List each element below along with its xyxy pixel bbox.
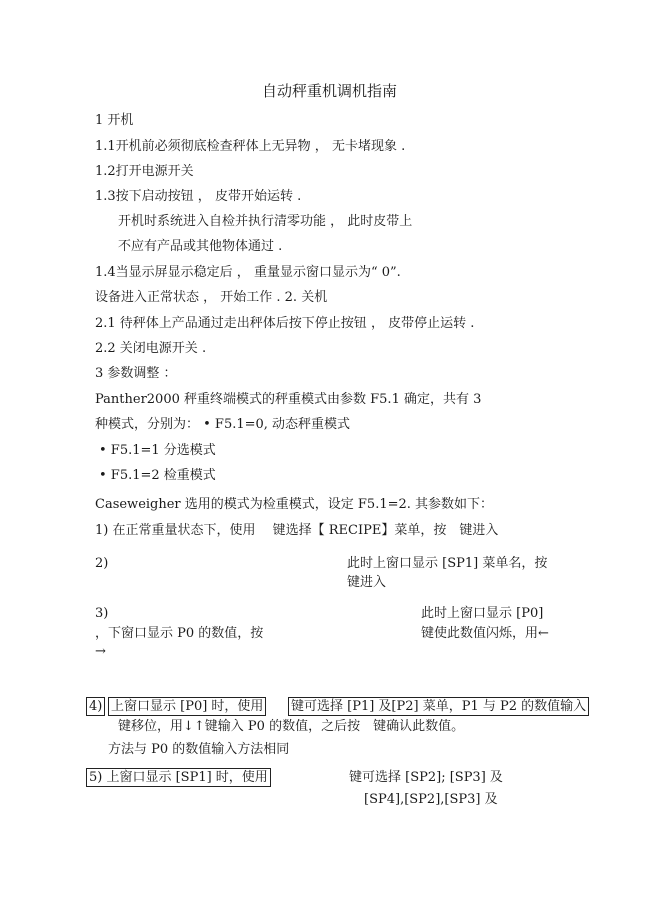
- paragraph-line: 种模式，分别为： • F5.1=0, 动态秤重模式: [95, 417, 351, 432]
- paragraph-line: 2.2 关闭电源开关 .: [95, 341, 207, 356]
- page-title: 自动秤重机调机指南: [262, 82, 398, 100]
- step-5-text-right: 键可选择 [SP2]; [SP3] 及: [349, 770, 503, 785]
- paragraph-line: 1.3按下启动按钮 ， 皮带开始运转 .: [95, 189, 302, 204]
- paragraph-line: Caseweigher 选用的模式为检重模式，设定 F5.1=2. 其参数如下：: [95, 497, 494, 512]
- step-5-cont: [SP4],[SP2],[SP3] 及: [364, 792, 498, 807]
- paragraph-line: 不应有产品或其他物体通过 .: [118, 239, 283, 254]
- step-4-text-boxed-right: 键可选择 [P1] 及[P2] 菜单，P1 与 P2 的数值输入: [288, 697, 589, 716]
- paragraph-line: 开机时系统进入自检并执行清零功能 ， 此时皮带上: [118, 214, 413, 229]
- step-3-text-right: 此时上窗口显示 [P0]: [421, 606, 544, 621]
- step-2-number: 2): [95, 556, 109, 571]
- paragraph-line: 1.1开机前必须彻底检查秤体上无异物 ， 无卡堵现象 .: [95, 139, 406, 154]
- step-1: 1) 在正常重量状态下，使用 键选择【 RECIPE】菜单，按 键进入: [95, 523, 499, 538]
- paragraph-line: 1.4当显示屏显示稳定后 ， 重量显示窗口显示为“ 0”.: [95, 265, 401, 280]
- step-4-cont: 键移位，用↓↑键输入 P0 的数值，之后按 键确认此数值。: [118, 719, 465, 734]
- list-item: • F5.1=1 分选模式: [99, 443, 216, 458]
- step-5-text-boxed: 5) 上窗口显示 [SP1] 时，使用: [86, 768, 271, 787]
- paragraph-line: Panther2000 秤重终端模式的秤重模式由参数 F5.1 确定，共有 3: [95, 392, 482, 407]
- paragraph-line: 2.1 待秤体上产品通过走出秤体后按下停止按钮 ， 皮带停止运转 .: [95, 316, 475, 331]
- step-3-number: 3): [95, 606, 109, 621]
- step-4-text-boxed: 上窗口显示 [P0] 时，使用: [108, 697, 266, 716]
- list-item: • F5.1=2 检重模式: [99, 468, 216, 483]
- paragraph-line: 设备进入正常状态 ， 开始工作 . 2. 关机: [95, 290, 328, 305]
- step-4-number: 4): [86, 697, 105, 716]
- section-heading-parameters: 3 参数调整 ：: [95, 366, 177, 381]
- step-3-text-right-cont: 键使此数值闪烁，用←: [421, 626, 549, 641]
- step-2-text: 此时上窗口显示 [SP1] 菜单名，按: [347, 556, 548, 571]
- arrow-right-glyph: →: [95, 644, 106, 659]
- paragraph-line: 1.2打开电源开关: [95, 164, 194, 179]
- step-2-text-cont: 键进入: [347, 575, 387, 590]
- section-heading-power-on: 1 开机: [95, 113, 134, 128]
- step-4-note: 方法与 P0 的数值输入方法相同: [108, 742, 290, 757]
- step-3-text-left: ，下窗口显示 P0 的数值，按: [95, 626, 264, 641]
